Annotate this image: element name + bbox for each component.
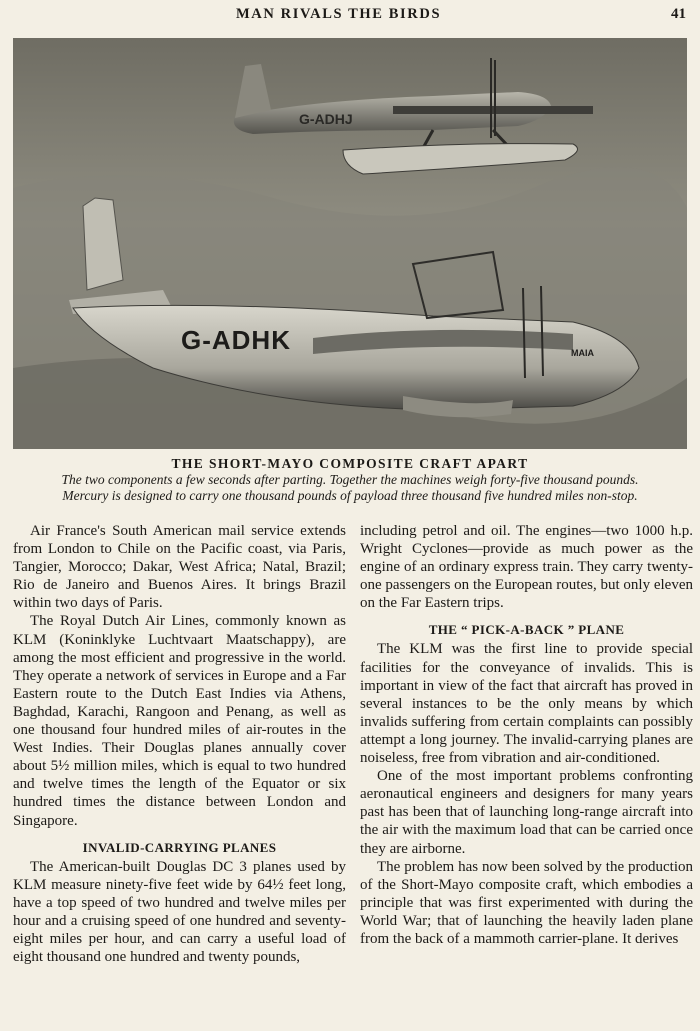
page-number: 41 bbox=[671, 6, 686, 22]
caption-line-2: Mercury is designed to carry one thousand pounds of payload three thousand five hundred miles non-stop. bbox=[62, 488, 638, 503]
upper-wing bbox=[393, 106, 593, 114]
left-column bbox=[13, 522, 346, 966]
lower-registration: G-ADHK bbox=[181, 325, 291, 355]
left-paragraph-1: Air France's South American mail service extends from London to Chile on the Pacific coast, via Paris, Tangier, Morocco; Dakar, West Africa; Natal, Brazil; Rio de Janeiro and Buenos Aires. It brings Brazil within two days of Paris. bbox=[13, 523, 346, 612]
aircraft-photo-drawing bbox=[13, 38, 687, 449]
right-paragraph-1: including petrol and oil. The engines—two 1000 h.p. Wright Cyclones—provide as much power as the engine of an ordinary express train. They carry twenty-one passengers on the European routes, but only eleven on the Far Eastern trips. bbox=[360, 523, 693, 612]
right-paragraph-4: The problem has now been solved by the production of the Short-Mayo composite craft, which embodies a principle that was first experimented with during the World War; that of launching the heavily laden plane from the back of a mammoth carrier-plane. It derives bbox=[360, 858, 693, 947]
photo-caption bbox=[10, 455, 690, 504]
right-column bbox=[360, 522, 693, 948]
right-paragraph-2: The KLM was the first line to provide special facilities for the conveyance of invalids. This is important in view of the fact that aircraft has proved in several instances to be the only means by which invalids suffering from certain complaints can possibly attempt a long journey. The invalid-carrying planes are noiseless, free from vibration and air-conditioned. bbox=[360, 641, 693, 767]
right-paragraph-3: One of the most important problems confronting aeronautical engineers and designers for many years past has been that of launching long-range aircraft into the air with the maximum load that can be carried once they are airborne. bbox=[360, 768, 693, 857]
caption-line-1: The two components a few seconds after parting. Together the machines weigh forty-five thousand pounds. bbox=[61, 472, 639, 487]
subhead-pick-a-back: THE “ PICK-A-BACK ” PLANE bbox=[428, 622, 625, 638]
running-title: MAN RIVALS THE BIRDS bbox=[236, 6, 442, 22]
upper-registration: G-ADHJ bbox=[299, 111, 353, 127]
aircraft-photo bbox=[13, 38, 687, 449]
running-head bbox=[0, 4, 700, 26]
caption-title: THE SHORT-MAYO COMPOSITE CRAFT APART bbox=[171, 456, 529, 471]
lower-aircraft-name: MAIA bbox=[571, 348, 594, 358]
left-paragraph-2: The Royal Dutch Air Lines, commonly known as KLM (Koninklyke Luchtvaart Maatschappy), are among the most efficient and progressive in the world. They operate a network of services in Europe and a Far Eastern route to the Dutch East Indies via Athens, Baghdad, Karachi, Rangoon and Penang, as well as one thousand four hundred miles of air-routes in the West Indies. Their Douglas planes annually cover about 5½ million miles, which is equal to two hundred and twelve times the length of the Equator or six hundred times the distance between London and Singapore. bbox=[13, 613, 346, 829]
left-paragraph-3: The American-built Douglas DC 3 planes used by KLM measure ninety-five feet wide by 64½ feet long, have a top speed of two hundred and twelve miles per hour and a cruising speed of one hundred and seventy-eight miles per hour, and can carry a useful load of eight thousand one hundred and twenty pounds, bbox=[13, 858, 346, 966]
subhead-invalid-carrying: INVALID-CARRYING PLANES bbox=[82, 839, 277, 855]
